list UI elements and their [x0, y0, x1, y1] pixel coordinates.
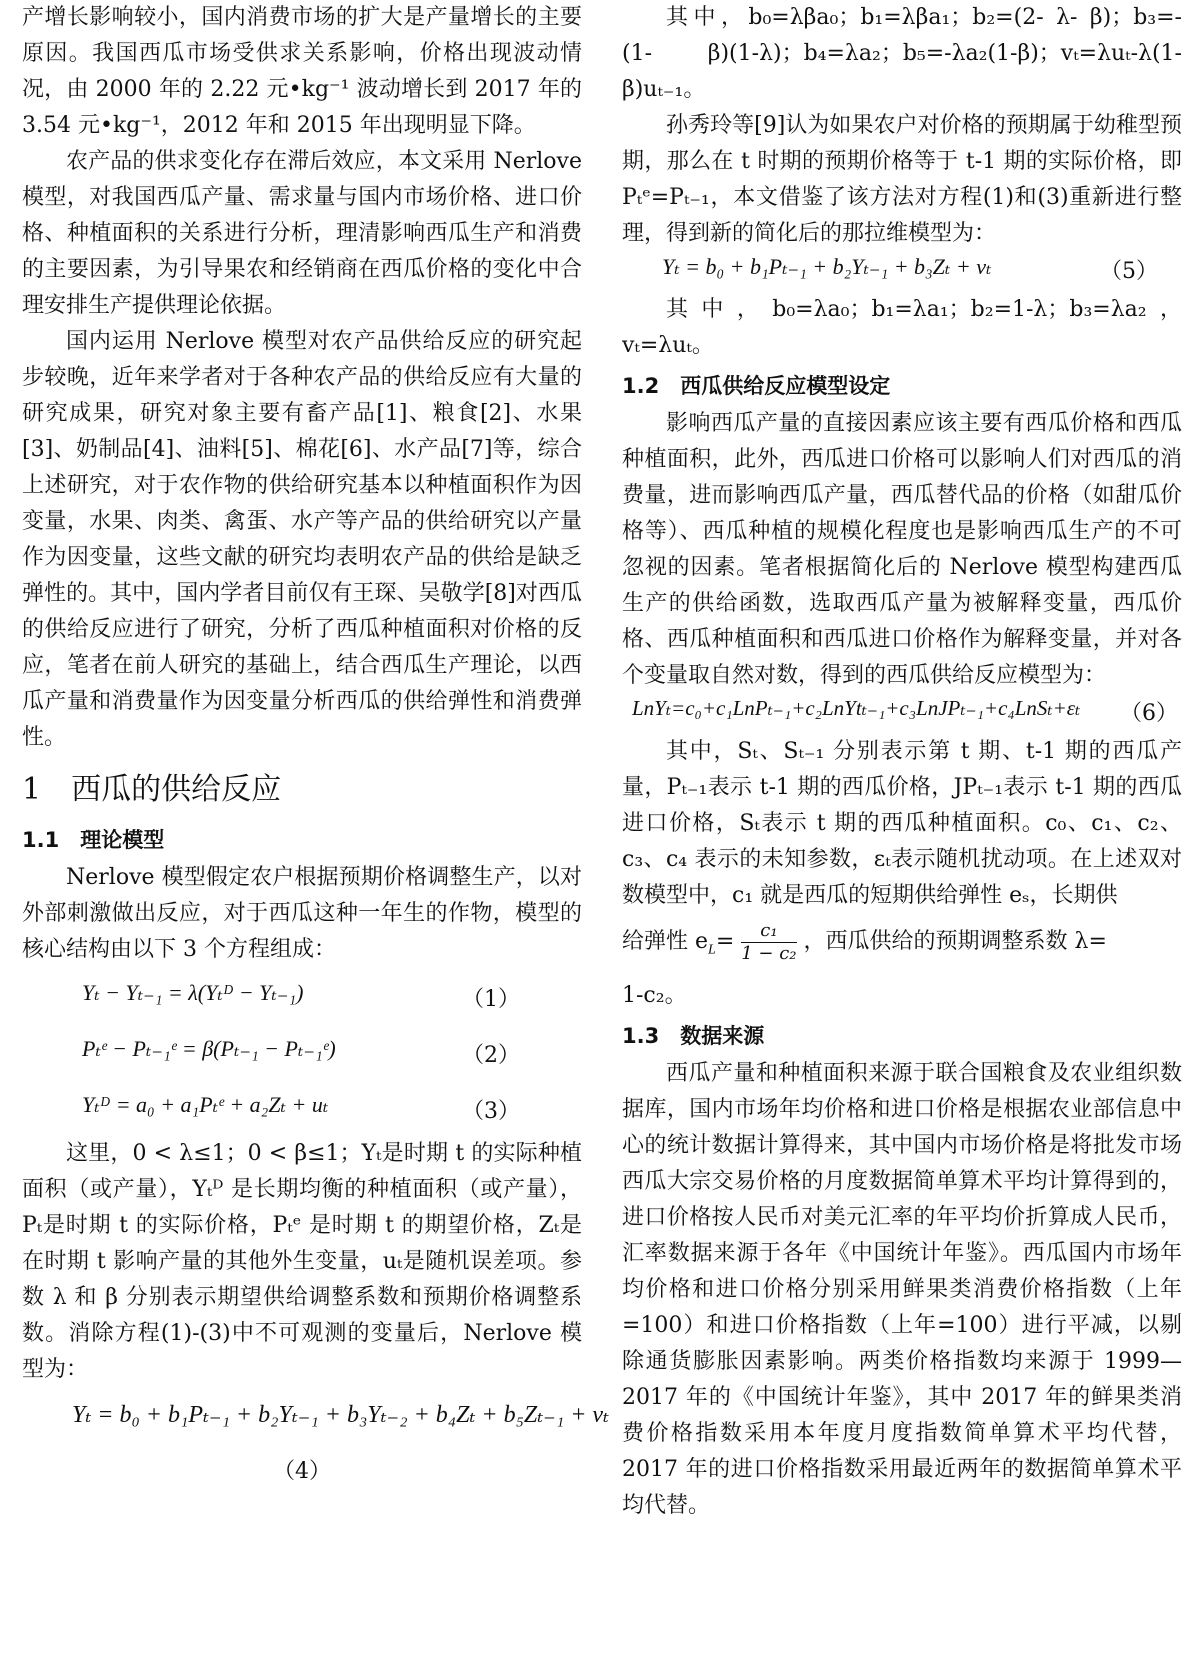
paragraph: 农产品的供求变化存在滞后效应，本文采用 Nerlove 模型，对我国西瓜产量、需求量与国内市场价格、进口价格、种植面积的关系进行分析，理清影响西瓜生产和消费的主要因素，为引导果农和经销商在西瓜价格的变化中合理安排生产提供理论依据。: [22, 149, 582, 318]
subsection-heading: 1.1 理论模型: [22, 828, 165, 852]
fraction-numerator: c₁: [741, 920, 796, 943]
fraction-denominator: 1 − c₂: [741, 942, 797, 964]
equation-2: [22, 1024, 582, 1080]
subsection-heading: 1.2 西瓜供给反应模型设定: [622, 374, 891, 398]
paragraph: 西瓜产量和种植面积来源于联合国粮食及农业组织数据库，国内市场年均价格和进口价格是根据农业部信息中心的统计数据计算得来，其中国内市场价格是将批发市场西瓜大宗交易价格的月度数据简单算术平均计算得到的，进口价格按人民币对美元汇率的年平均价折算成人民币，汇率数据来源于各年《中国统计年鉴》。西瓜国内市场年均价格和进口价格分别采用鲜果类消费价格指数（上年=100）和进口价格指数（上年=100）进行平减，以剔除通货膨胀因素影响。两类价格指数均来源于 1999—2017 年的《中国统计年鉴》，其中 2017 年的鲜果类消费价格指数采用本年度月度指数简单算术平均代替，2017 年的进口价格指数采用最近两年的数据简单算术平均代替。: [622, 1061, 1182, 1519]
paragraph: 产增长影响较小，国内消费市场的扩大是产量增长的主要原因。我国西瓜市场受供求关系影响，价格出现波动情况，由 2000 年的 2.22 元•kg⁻¹ 波动增长到 2017 年的 3.54 元•kg⁻¹，2012 年和 2015 年出现明显下降。: [22, 5, 582, 138]
equation-6: [622, 694, 1182, 734]
subsection-heading: 1.3 数据来源: [622, 1024, 765, 1049]
paragraph: 其中，b₀=λa₀；b₁=λa₁；b₂=1-λ；b₃=λa₂，vₜ=λuₜ。: [622, 297, 1182, 358]
paragraph: [622, 914, 1182, 978]
paragraph: 孙秀玲等[9]认为如果农户对价格的预期属于幼稚型预期，那么在 t 时期的预期价格等于 t-1 期的实际价格，即 Pₜᵉ=Pₜ₋₁，本文借鉴了该方法对方程(1)和(3)重新进行整理，得到新的简化后的那拉维模型为：: [622, 113, 1182, 246]
equation-5: [622, 252, 1182, 292]
equation-text: Yₜᴰ = a₀ + a₁Pₜᵉ + a₂Zₜ + uₜ: [82, 1092, 329, 1117]
paragraph: 国内运用 Nerlove 模型对农产品供给反应的研究起步较晚，近年来学者对于各种农产品的供给反应有大量的研究成果，研究对象主要有畜产品[1]、粮食[2]、水果[3]、奶制品[4]、油料[5]、棉花[6]、水产品[7]等，综合上述研究，对于农作物的供给研究基本以种植面积作为因变量，水果、肉类、禽蛋、水产等产品的供给研究以产量作为因变量，这些文献的研究均表明农产品的供给是缺乏弹性的。其中，国内学者目前仅有王琛、吴敬学[8]对西瓜的供给反应进行了研究，分析了西瓜种植面积对价格的反应，笔者在前人研究的基础上，结合西瓜生产理论，以西瓜产量和消费量作为因变量分析西瓜的供给弹性和消费弹性。: [22, 329, 582, 750]
equation-1: [22, 968, 582, 1024]
fraction: [741, 920, 796, 965]
paragraph: 其中，Sₜ、Sₜ₋₁ 分别表示第 t 期、t-1 期的西瓜产量，Pₜ₋₁表示 t-1 期的西瓜价格，JPₜ₋₁表示 t-1 期的西瓜进口价格，Sₜ表示 t 期的西瓜种植面积。c₀、c₁、c₂、c₃、c₄ 表示的未知参数，εₜ表示随机扰动项。在上述双对数模型中，c₁ 就是西瓜的短期供给弹性 eₛ，长期供: [622, 739, 1182, 908]
equation-number: （6）: [1120, 701, 1178, 726]
equation-number: （1）: [462, 987, 520, 1012]
equation-number: （3）: [462, 1099, 520, 1124]
equation-number: （4）: [273, 1459, 331, 1484]
text-fragment: L: [708, 942, 716, 958]
left-column: [22, 0, 609, 1492]
paragraph: Nerlove 模型假定农户根据预期价格调整生产，以对外部刺激做出反应，对于西瓜这种一年生的作物，模型的核心结构由以下 3 个方程组成：: [22, 865, 582, 962]
text-fragment: 给弹性 e: [622, 929, 709, 954]
equation-text: Yₜ = b₀ + b₁Pₜ₋₁ + b₂Yₜ₋₁ + b₃Yₜ₋₂ + b₄Zₜ + b₅Zₜ₋₁ + vₜ: [72, 1402, 609, 1428]
section-heading: 1 西瓜的供给反应: [22, 772, 282, 807]
equation-number: （2）: [462, 1043, 520, 1068]
equation-text: Pₜᵉ − Pₜ₋₁ᵉ = β(Pₜ₋₁ − Pₜ₋₁ᵉ): [82, 1036, 336, 1061]
equation-text: Yₜ = b₀ + b₁Pₜ₋₁ + b₂Yₜ₋₁ + b₃Zₜ + vₜ: [662, 254, 992, 279]
equation-4: [22, 1388, 609, 1452]
paragraph: 其中，b₀=λβa₀；b₁=λβa₁；b₂=(2- λ- β)；b₃=- (1- β)(1-λ)；b₄=λa₂；b₅=-λa₂(1-β)；vₜ=λuₜ-λ(1-β)uₜ₋₁。: [622, 5, 1182, 102]
paragraph: 这里，0 < λ≤1；0 < β≤1；Yₜ是时期 t 的实际种植面积（或产量），Yₜᴰ 是长期均衡的种植面积（或产量），Pₜ是时期 t 的实际价格，Pₜᵉ 是时期 t 的期望价格，Zₜ是在时期 t 影响产量的其他外生变量，uₜ是随机误差项。参数 λ 和 β 分别表示期望供给调整系数和预期价格调整系数。消除方程(1)-(3)中不可观测的变量后，Nerlove 模型为：: [22, 1141, 582, 1382]
equation-text: Yₜ − Yₜ₋₁ = λ(Yₜᴰ − Yₜ₋₁): [82, 980, 304, 1005]
text-fragment: =: [715, 929, 735, 954]
paragraph: 1-c₂。: [622, 983, 687, 1009]
equation-3: [22, 1080, 582, 1136]
equation-text: LnYₜ=c₀+c₁LnPₜ₋₁+c₂LnYtₜ₋₁+c₃LnJPₜ₋₁+c₄LnSₜ+εₜ: [632, 696, 1081, 720]
right-column: [622, 0, 1182, 1524]
equation-number: （5）: [1100, 259, 1158, 284]
text-fragment: ，西瓜供给的预期调整系数 λ=: [803, 929, 1107, 954]
paragraph: 影响西瓜产量的直接因素应该主要有西瓜价格和西瓜种植面积，此外，西瓜进口价格可以影响人们对西瓜的消费量，进而影响西瓜产量，西瓜替代品的价格（如甜瓜价格等）、西瓜种植的规模化程度也是影响西瓜生产的不可忽视的因素。笔者根据简化后的 Nerlove 模型构建西瓜生产的供给函数，选取西瓜产量为被解释变量，西瓜价格、西瓜种植面积和西瓜进口价格作为解释变量，并对各个变量取自然对数，得到的西瓜供给反应模型为：: [622, 411, 1182, 688]
